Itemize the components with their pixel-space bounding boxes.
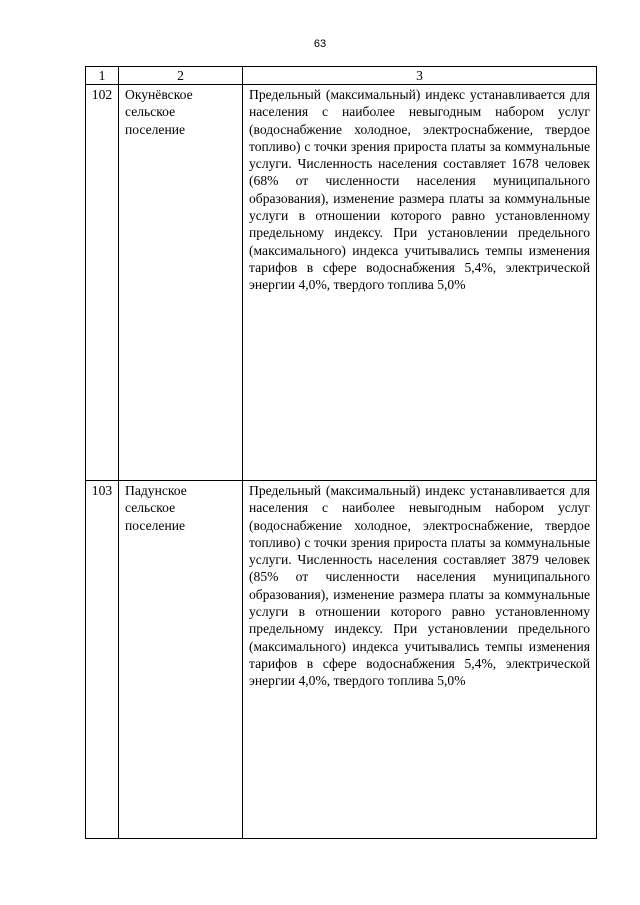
settlement-name: Падунское сельское поселение xyxy=(119,481,243,839)
table-row xyxy=(86,481,597,839)
index-description: Предельный (максимальный) индекс устанавливается для населения с наиболее невыгодным набором услуг (водоснабжение холодное, электроснабжение, твердое топливо) с точки зрения прироста платы за коммунальные услуги. Численность населения составляет 1678 человек (68% от численности населения муниципального образования), изменение размера платы за коммунальные услуги в отношении которого равно установленному предельному индексу. При установлении предельного (максимального) индекса учитывались темпы изменения тарифов в сфере водоснабжения 5,4%, электрической энергии 4,0%, твердого топлива 5,0% xyxy=(243,85,597,481)
page-number: 63 xyxy=(313,38,327,50)
settlement-name: Окунёвское сельское поселение xyxy=(119,85,243,481)
row-number: 103 xyxy=(86,481,119,839)
index-description: Предельный (максимальный) индекс устанавливается для населения с наиболее невыгодным набором услуг (водоснабжение холодное, электроснабжение, твердое топливо) с точки зрения прироста платы за коммунальные услуги. Численность населения составляет 3879 человек (85% от численности населения муниципального образования), изменение размера платы за коммунальные услуги в отношении которого равно установленному предельному индексу. При установлении предельного (максимального) индекса учитывались темпы изменения тарифов в сфере водоснабжения 5,4%, электрической энергии 4,0%, твердого топлива 5,0% xyxy=(243,481,597,839)
column-header-2: 2 xyxy=(119,67,243,85)
table-row xyxy=(86,85,597,481)
column-header-1: 1 xyxy=(86,67,119,85)
column-header-3: 3 xyxy=(243,67,597,85)
table-header-row xyxy=(86,67,597,85)
tariff-index-table xyxy=(85,66,597,839)
row-number: 102 xyxy=(86,85,119,481)
